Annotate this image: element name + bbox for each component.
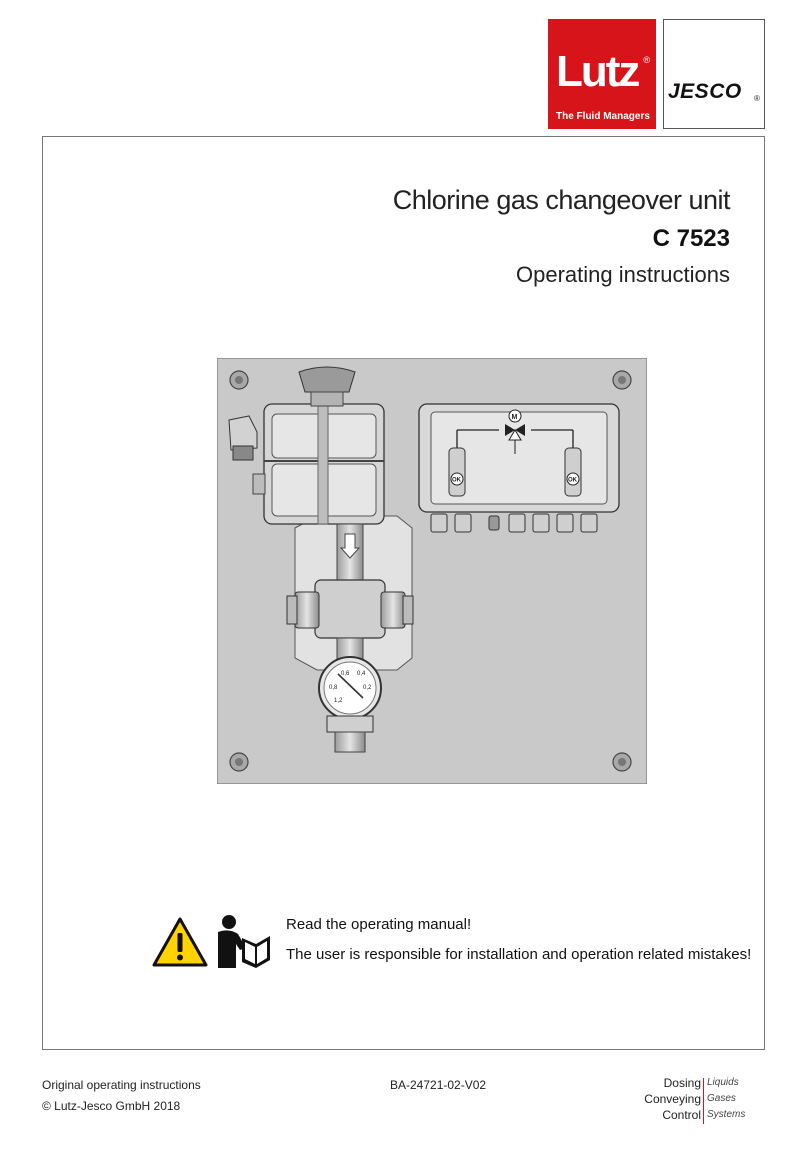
claim-left: Control [662,1108,701,1122]
claim-row [630,1108,780,1124]
warning-responsibility: The user is responsible for installation and operation related mistakes! [286,946,752,963]
registered-mark: ® [643,55,650,65]
claim-right: Gases [707,1093,736,1104]
indicator-ok-label: OK [568,477,577,484]
document-subtitle: Operating instructions [516,262,730,287]
read-manual-icon [214,914,272,968]
jesco-logo-wordmark: JESCO [668,80,742,103]
gauge-label: 1,2 [334,698,343,704]
device-illustration [217,358,647,784]
gauge-label: 0,4 [357,671,366,677]
claim-left: Dosing [663,1076,701,1090]
footer-document-code: BA-24721-02-V02 [390,1078,487,1092]
lutz-logo-tagline: The Fluid Managers [556,111,650,122]
claim-left: Conveying [644,1092,701,1106]
claim-right: Liquids [707,1077,739,1088]
claim-row [630,1076,780,1092]
claim-right: Systems [707,1109,746,1120]
motor-label: M [511,414,518,421]
gauge-label: 0,6 [341,671,350,677]
registered-mark: ® [754,94,760,103]
model-number: C 7523 [652,225,730,252]
indicator-ok-label: OK [452,477,461,484]
footer-copyright: © Lutz-Jesco GmbH 2018 [42,1099,181,1113]
footer-original-note: Original operating instructions [42,1078,201,1092]
lutz-logo-wordmark: Lutz [556,47,639,96]
document-title: Chlorine gas changeover unit [392,185,730,215]
warning-triangle-icon [152,917,208,967]
claim-row [630,1092,780,1108]
footer-claims [630,1076,780,1124]
gauge-label: 0,2 [363,685,372,691]
gauge-label: 0,8 [329,685,338,691]
warning-read-manual: Read the operating manual! [286,916,472,933]
jesco-logo [663,19,765,129]
lutz-logo [548,19,656,129]
